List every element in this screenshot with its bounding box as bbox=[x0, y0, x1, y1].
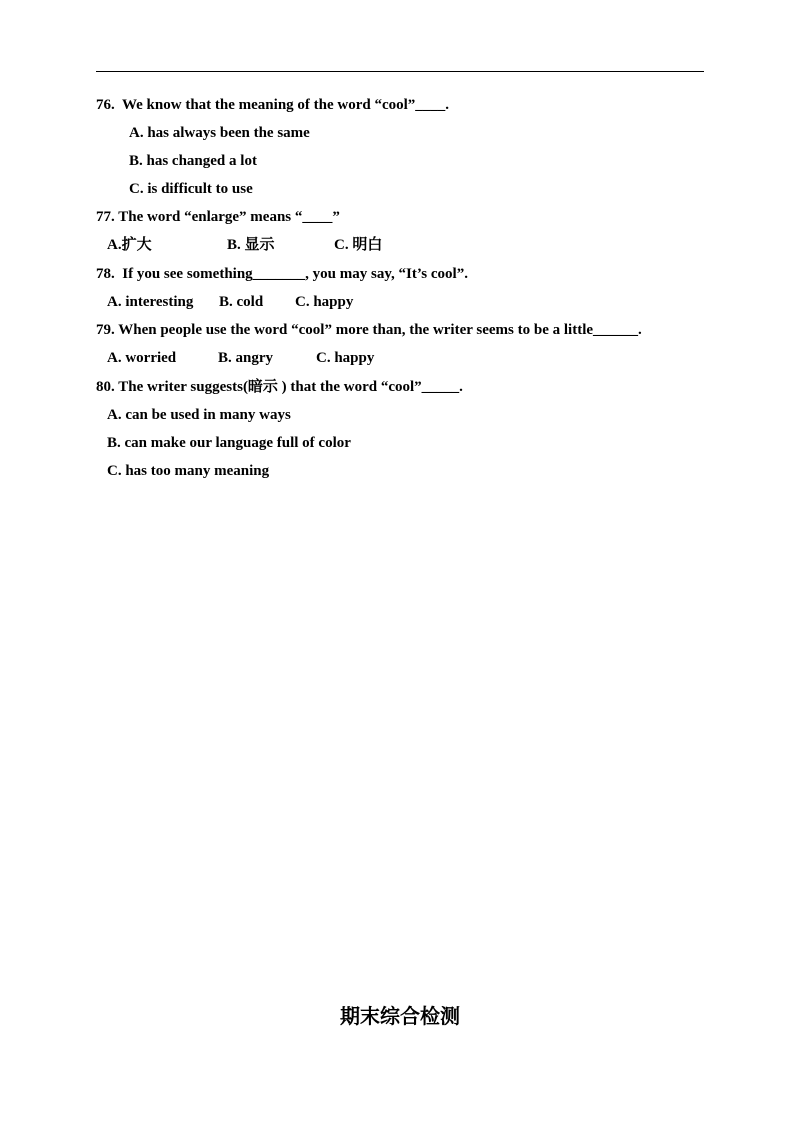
question-78-option-a: A. interesting bbox=[107, 294, 194, 310]
question-77-option-a: A.扩大 bbox=[107, 237, 152, 253]
question-78-option-c: C. happy bbox=[295, 294, 354, 310]
question-79-option-b: B. angry bbox=[218, 350, 274, 366]
question-76-stem: 76. We know that the meaning of the word “cool”____. bbox=[96, 97, 450, 113]
question-80-option-b: B. can make our language full of color bbox=[107, 435, 351, 451]
question-80-option-c: C. has too many meaning bbox=[107, 463, 270, 479]
question-79-stem: 79. When people use the word “cool” more than, the writer seems to be a little______. bbox=[96, 322, 642, 338]
question-77-option-b: B. 显示 bbox=[227, 237, 275, 253]
header-rule bbox=[96, 71, 704, 72]
question-77-stem: 77. The word “enlarge” means “____” bbox=[96, 209, 340, 225]
question-77-option-c: C. 明白 bbox=[334, 237, 383, 253]
question-76-option-c: C. is difficult to use bbox=[129, 181, 253, 197]
section-title: 期末综合检测 bbox=[340, 1004, 460, 1028]
question-78-stem: 78. If you see something_______, you may say, “It’s cool”. bbox=[96, 266, 468, 282]
question-76-option-b: B. has changed a lot bbox=[129, 153, 257, 169]
question-79-option-a: A. worried bbox=[107, 350, 177, 366]
question-80-stem: 80. The writer suggests(暗示 ) that the word “cool”_____. bbox=[96, 379, 463, 395]
question-78-option-b: B. cold bbox=[219, 294, 264, 310]
question-79-option-c: C. happy bbox=[316, 350, 375, 366]
question-76-option-a: A. has always been the same bbox=[129, 125, 310, 141]
question-80-option-a: A. can be used in many ways bbox=[107, 407, 291, 423]
